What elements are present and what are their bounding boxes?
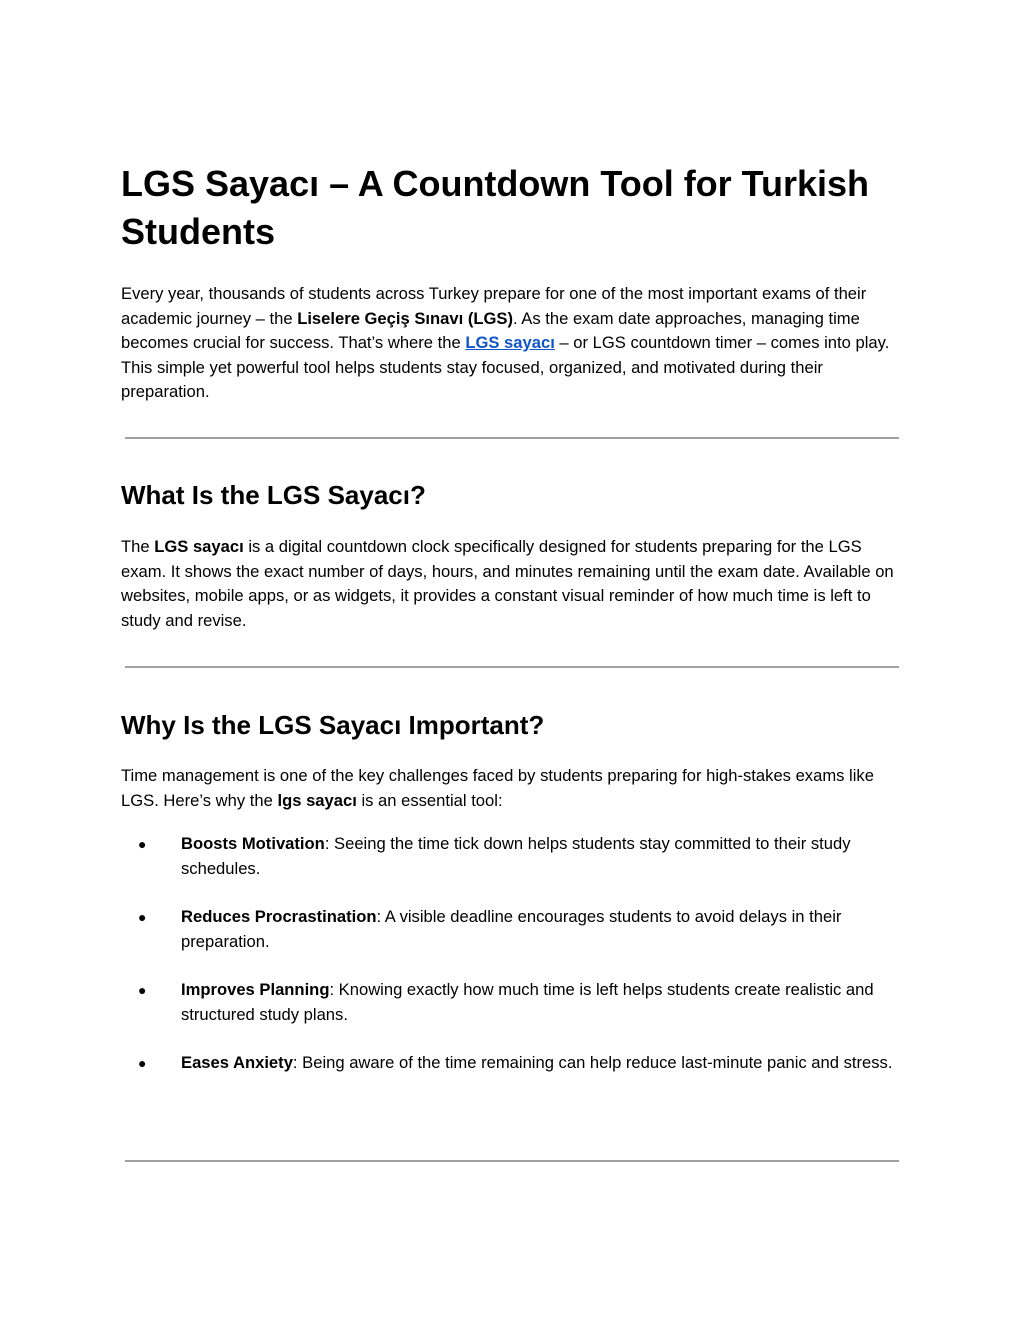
- section-why-paragraph: Time management is one of the key challenges faced by students preparing for high-stakes exams like LGS. Here’s why the lgs sayacı is an essential tool:: [121, 766, 874, 810]
- bullet-icon: ●: [138, 836, 147, 852]
- list-item: ● Reduces Procrastination: A visible deadline encourages students to avoid delays in their preparation.: [138, 907, 842, 951]
- list-item: ● Eases Anxiety: Being aware of the time remaining can help reduce last-minute panic and stress.: [121, 1051, 903, 1076]
- lgs-sayaci-link[interactable]: LGS sayacı: [465, 333, 555, 352]
- section-heading-what: What Is the LGS Sayacı?: [121, 480, 426, 510]
- divider-3: [125, 1160, 899, 1162]
- section-why-bold-term: lgs sayacı: [277, 790, 357, 810]
- bullet-icon: ●: [138, 1055, 147, 1071]
- list-item: ● Improves Planning: Knowing exactly how much time is left helps students create realistic and structured study plans.: [138, 980, 874, 1024]
- intro-paragraph: Every year, thousands of students across Turkey prepare for one of the most important exams of their academic journey – the Liselere Geçiş Sınavı (LGS). As the exam date approaches, managing time becomes crucial for success. That’s where the LGS sayacı – or LGS countdown timer – comes into play. This simple yet powerful tool helps students stay focused, organized, and motivated during their preparation.: [121, 284, 890, 401]
- section-heading-why: Why Is the LGS Sayacı Important?: [121, 710, 545, 740]
- bullet-icon: ●: [138, 982, 147, 998]
- list-item: ● Boosts Motivation: Seeing the time tick down helps students stay committed to their study schedules.: [138, 834, 851, 878]
- section-what-paragraph: The LGS sayacı is a digital countdown clock specifically designed for students preparing for the LGS exam. It shows the exact number of days, hours, and minutes remaining until the exam date. Available on websites, mobile apps, or as widgets, it provides a constant visual reminder of how much time is left to study and revise.: [121, 537, 894, 630]
- intro-bold-term: Liselere Geçiş Sınavı (LGS): [297, 308, 513, 328]
- page-title: LGS Sayacı – A Countdown Tool for Turkish Students: [121, 163, 870, 252]
- bullet-icon: ●: [138, 909, 147, 925]
- divider-2: [125, 666, 899, 668]
- section-what-bold-term: LGS sayacı: [154, 537, 244, 556]
- divider-1: [125, 437, 899, 439]
- benefits-list: [121, 832, 903, 1100]
